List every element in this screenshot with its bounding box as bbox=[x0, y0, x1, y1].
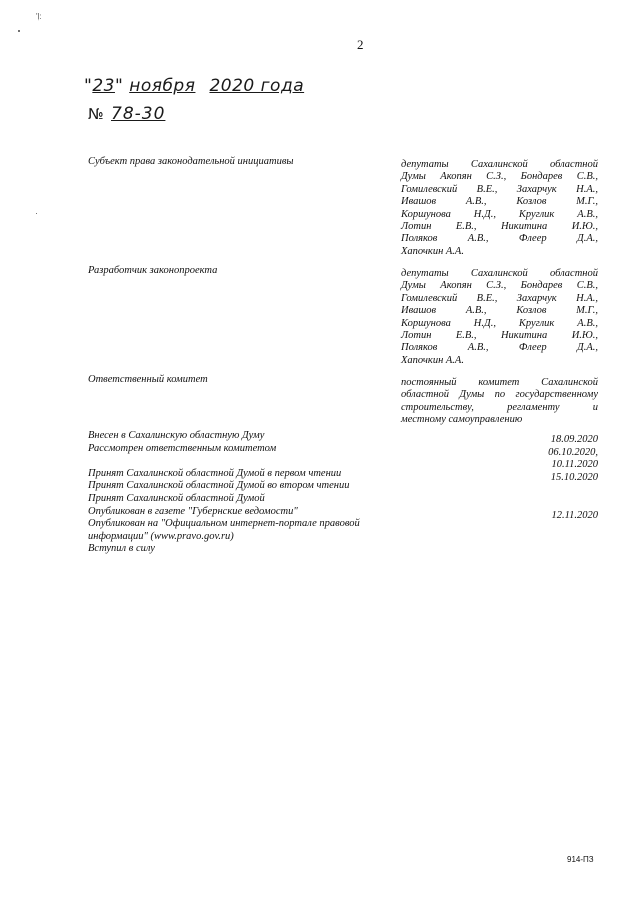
stage-date-committee-review-2: 10.11.2020 bbox=[551, 459, 598, 471]
stage-date-empty bbox=[548, 484, 598, 497]
stage-date-committee-review-1: 06.10.2020, bbox=[548, 446, 598, 458]
stage-label-second-reading: Принят Сахалинской областной Думой во втором чтении bbox=[88, 480, 350, 492]
date-year: 2020 года bbox=[209, 76, 305, 96]
stage-label-submitted: Внесен в Сахалинскую областную Думу bbox=[88, 430, 265, 441]
entry-label-responsible-committee: Ответственный комитет bbox=[88, 374, 208, 385]
entry-label-initiative-subject: Субъект права законодательной инициативы bbox=[88, 156, 294, 167]
value-line: Хапочкин А.А. bbox=[401, 245, 464, 257]
value-line: Ивашов А.В., Козлов М.Г., bbox=[401, 305, 598, 317]
scan-speck bbox=[18, 30, 20, 32]
stage-label-entered-into-force: Вступил в силу bbox=[88, 543, 155, 555]
entry-value-bill-developer bbox=[401, 268, 598, 367]
stage-label-published-portal: Опубликован на "Официальном интернет-портале правовой bbox=[88, 518, 360, 530]
date-day: 23 bbox=[92, 76, 115, 96]
value-line: депутаты Сахалинской областной bbox=[401, 268, 598, 279]
stages-labels bbox=[88, 430, 360, 556]
page-number: 2 bbox=[357, 37, 364, 52]
number-prefix: № bbox=[88, 105, 105, 123]
stage-label-first-reading: Принят Сахалинской областной Думой в первом чтении bbox=[88, 467, 342, 479]
value-line: Хапочкин А.А. bbox=[401, 354, 464, 366]
stage-label-spacer bbox=[88, 455, 360, 468]
stage-label-published-newspaper: Опубликован в газете "Губернские ведомости" bbox=[88, 505, 298, 517]
stage-label-published-portal-cont: информации" (www.pravo.gov.ru) bbox=[88, 530, 234, 542]
value-line: Поляков А.В., Флеер Д.А., bbox=[401, 342, 598, 354]
entry-value-initiative-subject bbox=[401, 159, 598, 258]
value-line: Думы Акопян С.З., Бондарев С.В., bbox=[401, 171, 598, 183]
value-line: Лотин Е.В., Никитина И.Ю., bbox=[401, 330, 598, 342]
value-line: Гомилевский В.Е., Захарчук Н.А., bbox=[401, 292, 598, 304]
value-line: депутаты Сахалинской областной bbox=[401, 159, 598, 170]
stages-dates bbox=[548, 434, 598, 522]
date-quote-close: " bbox=[114, 76, 124, 96]
scan-mark: 'ḷ: bbox=[36, 12, 42, 21]
stage-label-committee-review: Рассмотрен ответственным комитетом bbox=[88, 442, 277, 454]
stage-date-empty bbox=[548, 497, 598, 510]
value-line: постоянный комитет Сахалинской bbox=[401, 377, 598, 388]
handwritten-date bbox=[84, 76, 304, 96]
value-line: местному самоуправлению bbox=[401, 414, 523, 426]
value-line: Ивашов А.В., Козлов М.Г., bbox=[401, 196, 598, 208]
date-month: ноября bbox=[129, 76, 196, 96]
value-line: Лотин Е.В., Никитина И.Ю., bbox=[401, 221, 598, 233]
stage-date-submitted: 18.09.2020 bbox=[550, 434, 598, 445]
value-line: Поляков А.В., Флеер Д.А., bbox=[401, 233, 598, 245]
scan-speck bbox=[36, 213, 37, 214]
value-line: строительству, регламенту и bbox=[401, 401, 598, 413]
number-value: 78-30 bbox=[111, 104, 166, 124]
stage-date-first-reading: 15.10.2020 bbox=[550, 471, 598, 483]
entry-value-responsible-committee bbox=[401, 377, 598, 427]
entry-label-bill-developer: Разработчик законопроекта bbox=[88, 265, 218, 276]
stage-label-adopted: Принят Сахалинской областной Думой bbox=[88, 492, 265, 504]
value-line: Думы Акопян С.З., Бондарев С.В., bbox=[401, 280, 598, 292]
value-line: областной Думы по государственному bbox=[401, 389, 598, 401]
value-line: Коршунова Н.Д., Круглик А.В., bbox=[401, 208, 598, 220]
document-code: 914-ПЗ bbox=[567, 855, 594, 864]
stage-date-adopted: 12.11.2020 bbox=[551, 509, 598, 521]
value-line: Гомилевский В.Е., Захарчук Н.А., bbox=[401, 183, 598, 195]
value-line: Коршунова Н.Д., Круглик А.В., bbox=[401, 317, 598, 329]
handwritten-number bbox=[88, 104, 165, 124]
date-quote-open: " bbox=[84, 76, 93, 96]
